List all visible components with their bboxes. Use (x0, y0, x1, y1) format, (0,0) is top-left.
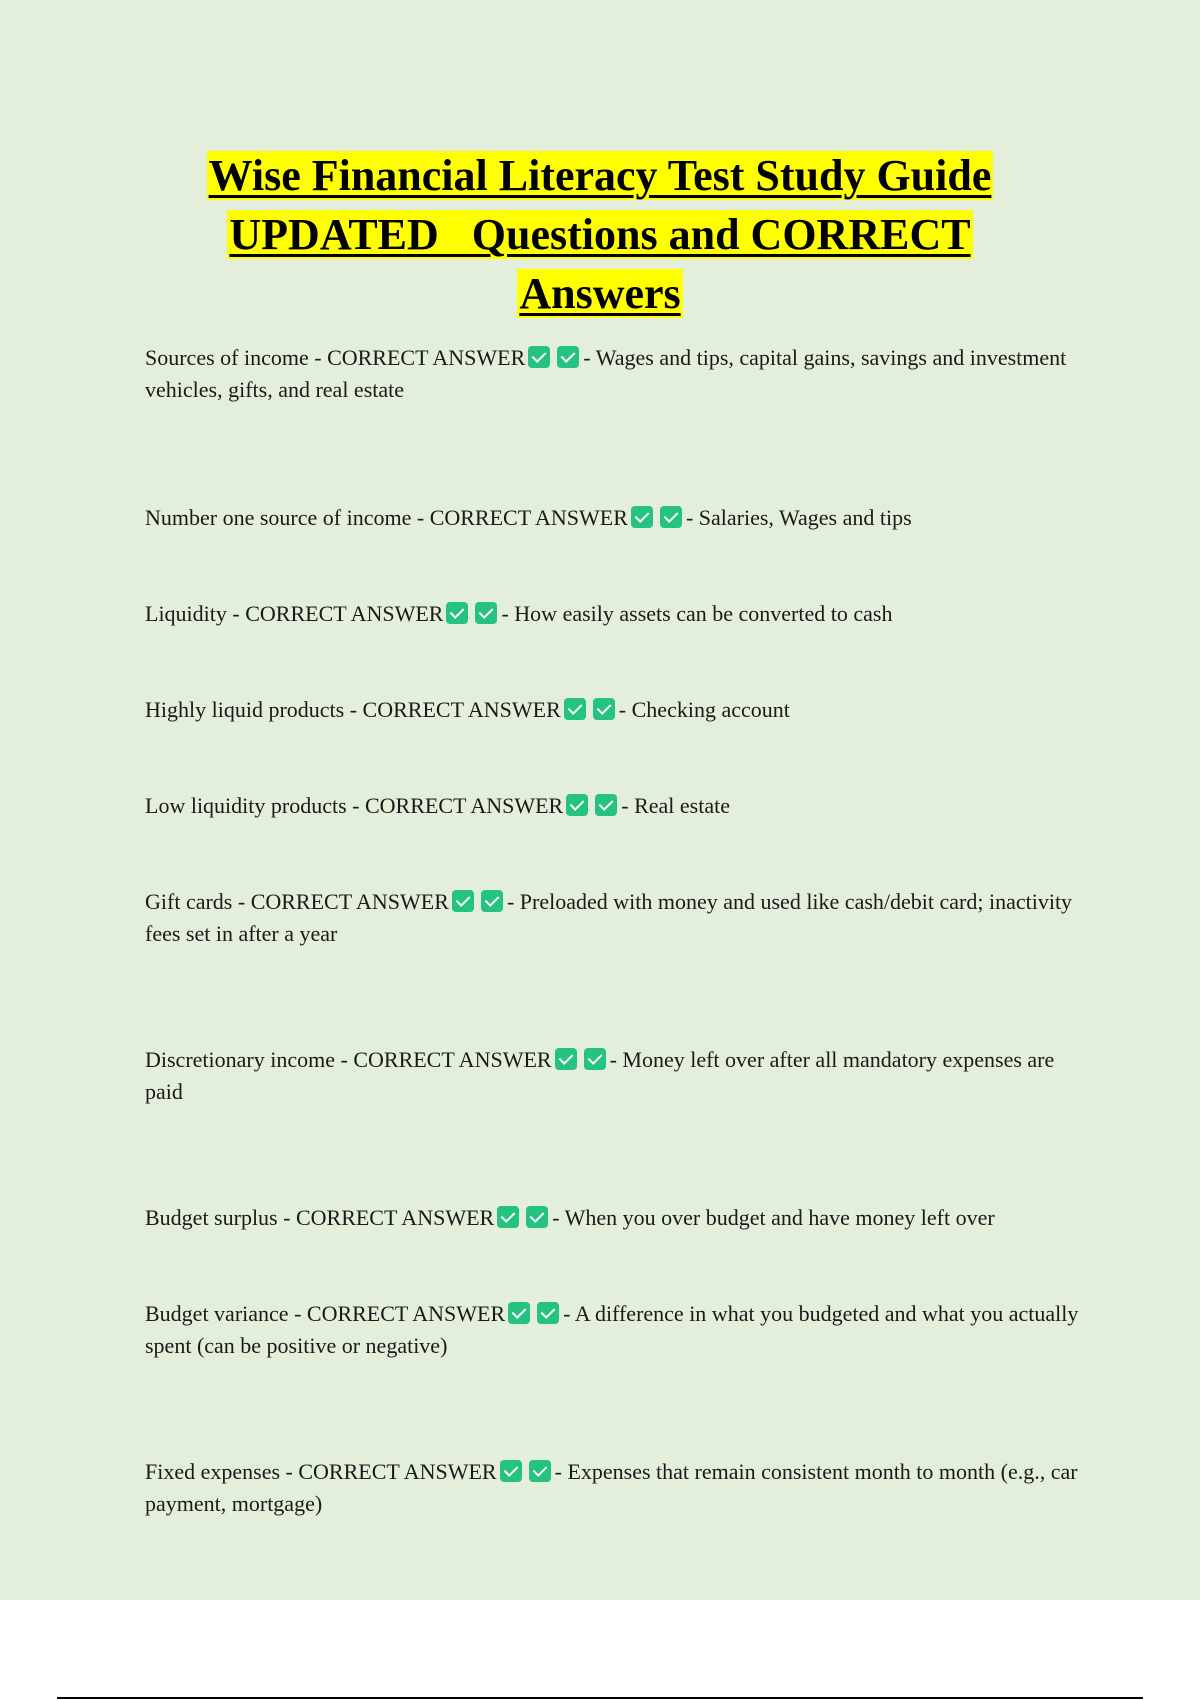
qa-definition: Salaries, Wages and tips (698, 505, 912, 530)
title-line (100, 264, 1100, 323)
check-mark-icon (475, 602, 497, 624)
qa-term: Liquidity (145, 601, 227, 626)
check-mark-icon (508, 1302, 530, 1324)
check-mark-icon (537, 1302, 559, 1324)
qa-definition: When you over budget and have money left over (564, 1205, 995, 1230)
qa-definition: A difference in what you budgeted and what you actually spent (can be positive or negative) (145, 1301, 1079, 1358)
answer-marker: CORRECT ANSWER (429, 505, 628, 530)
check-mark-icon (497, 1206, 519, 1228)
answer-marker: CORRECT ANSWER (306, 1301, 506, 1326)
check-mark-icon (526, 1206, 548, 1228)
qa-list (145, 342, 1095, 1520)
qa-definition: Wages and tips, capital gains, savings and investment vehicles, gifts, and real estate (145, 345, 1067, 402)
qa-item: Number one source of income - CORRECT ANSWER - Salaries, Wages and tips (145, 505, 912, 530)
answer-marker: CORRECT ANSWER (298, 1459, 497, 1484)
footer-rule (57, 1697, 1143, 1699)
qa-term: Budget surplus (145, 1205, 278, 1230)
answer-marker: CORRECT ANSWER (295, 1205, 495, 1230)
title-line-2: UPDATED Questions and CORRECT (229, 210, 971, 259)
check-mark-icon (446, 602, 468, 624)
check-mark-icon (528, 346, 550, 368)
qa-item: Highly liquid products - CORRECT ANSWER - Checking account (145, 697, 790, 722)
answer-marker: CORRECT ANSWER (250, 889, 449, 914)
check-mark-icon (564, 698, 586, 720)
qa-definition: How easily assets can be converted to cash (514, 601, 893, 626)
check-mark-icon (566, 794, 588, 816)
qa-term: Number one source of income (145, 505, 412, 530)
check-mark-icon (452, 890, 474, 912)
title-line-1: Wise Financial Literacy Test Study Guide (208, 151, 992, 200)
qa-term: Low liquidity products (145, 793, 347, 818)
document-title (100, 146, 1100, 323)
title-line (100, 146, 1100, 205)
check-mark-icon (660, 506, 682, 528)
answer-marker: CORRECT ANSWER (327, 345, 526, 370)
answer-marker: CORRECT ANSWER (353, 1047, 552, 1072)
check-mark-icon (593, 698, 615, 720)
qa-item: Budget surplus - CORRECT ANSWER - When you over budget and have money left over (145, 1205, 995, 1230)
check-mark-icon (584, 1048, 606, 1070)
qa-item: Low liquidity products - CORRECT ANSWER - Real estate (145, 793, 730, 818)
qa-item: Budget variance - CORRECT ANSWER - A difference in what you budgeted and what you actually spent (can be positive or negative) (145, 1301, 1079, 1358)
check-mark-icon (595, 794, 617, 816)
qa-term: Discretionary income (145, 1047, 335, 1072)
title-line (100, 205, 1100, 264)
qa-item: Fixed expenses - CORRECT ANSWER - Expenses that remain consistent month to month (e.g., car payment, mortgage) (145, 1459, 1078, 1516)
qa-definition: Checking account (631, 697, 790, 722)
qa-definition: Expenses that remain consistent month to month (e.g., car payment, mortgage) (145, 1459, 1078, 1516)
title-line-3: Answers (519, 269, 681, 318)
qa-definition: Preloaded with money and used like cash/debit card; inactivity fees set in after a year (145, 889, 1073, 946)
qa-term: Fixed expenses (145, 1459, 281, 1484)
check-mark-icon (529, 1460, 551, 1482)
qa-term: Sources of income (145, 345, 309, 370)
check-mark-icon (631, 506, 653, 528)
qa-term: Gift cards (145, 889, 233, 914)
answer-marker: CORRECT ANSWER (364, 793, 564, 818)
qa-item: Liquidity - CORRECT ANSWER - How easily assets can be converted to cash (145, 601, 893, 626)
check-mark-icon (481, 890, 503, 912)
qa-item: Gift cards - CORRECT ANSWER - Preloaded with money and used like cash/debit card; inactivity fees set in after a year (145, 889, 1073, 946)
qa-term: Highly liquid products (145, 697, 345, 722)
answer-marker: CORRECT ANSWER (362, 697, 561, 722)
qa-definition: Real estate (634, 793, 730, 818)
qa-item: Discretionary income - CORRECT ANSWER - Money left over after all mandatory expenses are paid (145, 1047, 1055, 1104)
check-mark-icon (555, 1048, 577, 1070)
qa-item: Sources of income - CORRECT ANSWER - Wages and tips, capital gains, savings and investment vehicles, gifts, and real estate (145, 345, 1067, 402)
check-mark-icon (557, 346, 579, 368)
check-mark-icon (500, 1460, 522, 1482)
answer-marker: CORRECT ANSWER (245, 601, 444, 626)
qa-term: Budget variance (145, 1301, 289, 1326)
qa-definition: Money left over after all mandatory expenses are paid (145, 1047, 1055, 1104)
